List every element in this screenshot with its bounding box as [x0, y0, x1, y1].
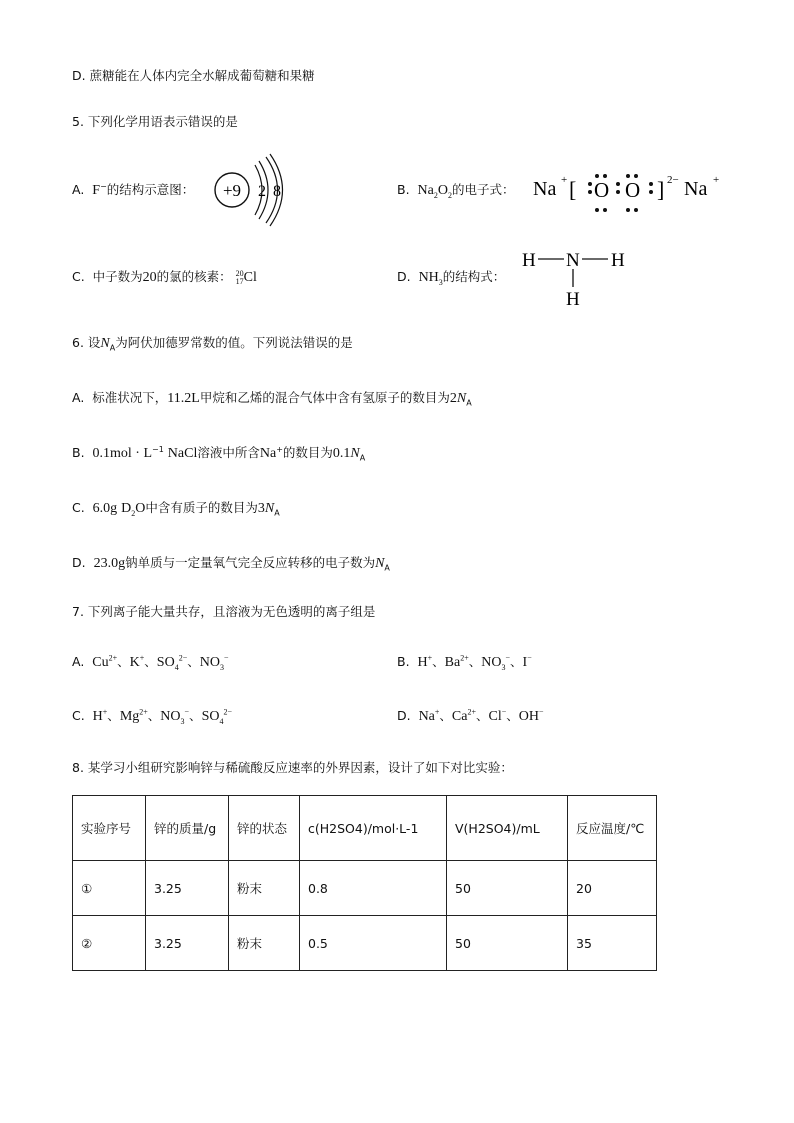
bracket-open: [ — [569, 177, 577, 202]
q8-stem: 8. 某学习小组研究影响锌与稀硫酸反应速率的外界因素，设计了如下对比实验： — [72, 760, 513, 775]
table-cell: 50 — [447, 861, 568, 916]
experiment-table — [72, 795, 657, 971]
table-cell: 粉末 — [229, 861, 300, 916]
table-header-cell: 锌的状态 — [229, 796, 300, 861]
table-cell: 20 — [568, 861, 657, 916]
hydrogen-bottom: H — [566, 289, 580, 310]
shell-electrons-1: 2 — [258, 183, 266, 200]
hydrogen-left: H — [522, 250, 536, 271]
table-cell: 3.25 — [146, 861, 229, 916]
table-cell: 0.5 — [300, 916, 447, 971]
q4-option-d: D. 蔗糖能在人体内完全水解成葡萄糖和果糖 — [72, 68, 315, 83]
table-cell: 50 — [447, 916, 568, 971]
table-header-cell: c(H2SO4)/mol·L-1 — [300, 796, 447, 861]
q5-option-d: D. $NH_3$的结构式： — [397, 269, 506, 287]
na2o2-electron-formula — [531, 168, 731, 218]
table-row — [73, 861, 657, 916]
hydrogen-right: H — [611, 250, 625, 271]
table-header-row — [73, 796, 657, 861]
sodium-ion-right-charge: + — [713, 174, 720, 186]
table-header-cell: 反应温度/℃ — [568, 796, 657, 861]
q7-option-d: D. Na+、$Ca^{2+}$、Cl−、OH− — [397, 707, 544, 724]
q5-option-c: C. 中子数为20的氯的核素： 20 17 Cl — [72, 268, 257, 286]
q5-option-a: A. F−的结构示意图： — [72, 181, 195, 198]
table-cell: 3.25 — [146, 916, 229, 971]
nucleus-charge: +9 — [222, 181, 242, 200]
shell-electrons-2: 8 — [273, 183, 281, 200]
q5-option-b: B. $Na_2O_2$的电子式： — [397, 182, 515, 200]
oxygen-1: O — [594, 178, 610, 202]
table-header-cell: V(H2SO4)/mL — [447, 796, 568, 861]
table-header-cell: 锌的质量/g — [146, 796, 229, 861]
table-header-cell: 实验序号 — [73, 796, 146, 861]
q7-option-c: C. H+、$Mg^{2+}$、$NO_3^-$、$SO_4^{2-}$ — [72, 707, 232, 726]
table-row — [73, 916, 657, 971]
table-cell: 0.8 — [300, 861, 447, 916]
sodium-ion-left: Na — [533, 178, 557, 200]
q7-stem: 7. 下列离子能大量共存，且溶液为无色透明的离子组是 — [72, 604, 376, 619]
q6-option-d: D. 23.0g钠单质与一定量氧气完全反应转移的电子数为$N_A$ — [72, 555, 390, 573]
sodium-ion-right: Na — [684, 178, 708, 200]
table-cell: ① — [73, 861, 146, 916]
q6-option-a: A. 标准状况下，11.2L甲烷和乙烯的混合气体中含有氢原子的数目为$2N_A$ — [72, 390, 472, 408]
nitrogen: N — [566, 250, 580, 271]
q6-option-b: B. $0.1mol \cdot L^{-1}$ NaCl溶液中所含Na+的数目为$0.1N_A$ — [72, 444, 366, 463]
q7-option-a: A. $Cu^{2+}$、K+、$SO_4^{2-}$、$NO_3^-$ — [72, 653, 229, 672]
table-cell: ② — [73, 916, 146, 971]
q7-option-b: B. H+、$Ba^{2+}$、$NO_3^-$、I− — [397, 653, 532, 672]
bracket-close: ] — [657, 177, 665, 202]
oxygen-2: O — [625, 178, 641, 202]
q6-option-c: C. 6.0g $D_2O$中含有质子的数目为$3N_A$ — [72, 500, 280, 518]
table-cell: 35 — [568, 916, 657, 971]
table-cell: 粉末 — [229, 916, 300, 971]
fluoride-ion-structure-diagram — [207, 153, 297, 229]
sodium-ion-left-charge: + — [561, 174, 568, 186]
peroxide-charge: 2− — [667, 174, 679, 186]
q5-stem: 5. 下列化学用语表示错误的是 — [72, 114, 238, 129]
nh3-structural-formula — [520, 245, 635, 310]
q6-stem: 6. 设$N_A$为阿伏加德罗常数的值。下列说法错误的是 — [72, 335, 353, 353]
